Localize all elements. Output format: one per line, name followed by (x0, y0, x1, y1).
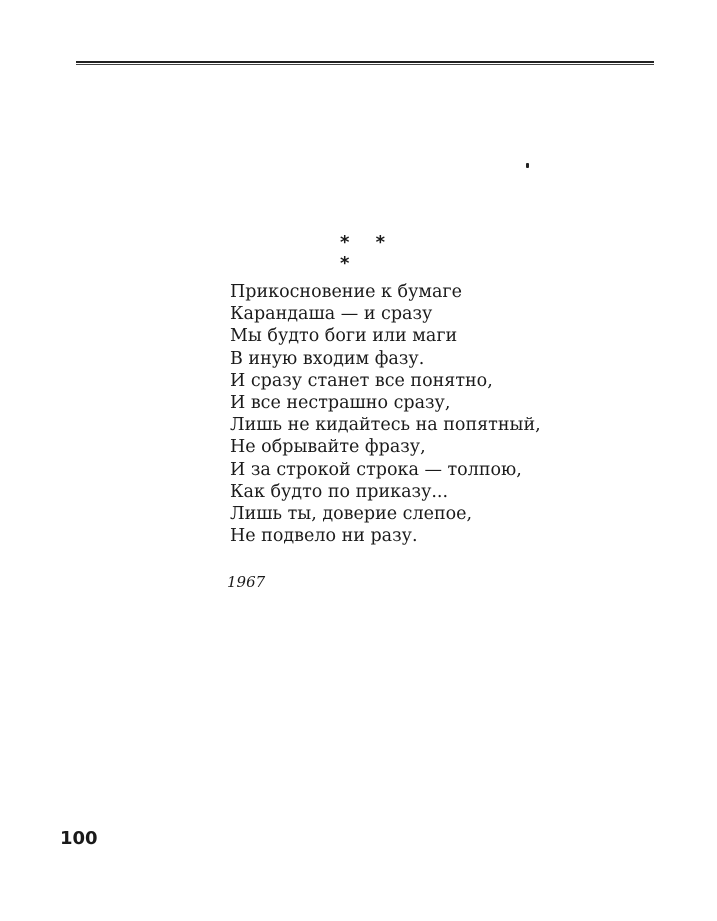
poem-date: 1967 (227, 573, 266, 591)
top-rule (76, 61, 654, 65)
poem-line: Не подвело ни разу. (230, 526, 418, 547)
poem-line: Карандаша — и сразу (230, 304, 433, 325)
poem-line: Как будто по приказу... (230, 481, 449, 502)
poem-line: И сразу станет все понятно, (230, 370, 493, 391)
poem-line: Прикосновение к бумаге (230, 282, 462, 302)
poem-line: Мы будто боги или маги (230, 326, 458, 347)
section-separator: * * * (340, 232, 396, 274)
page-number: 100 (60, 828, 98, 849)
poem-line: И все нестрашно сразу, (230, 393, 451, 414)
poem-line: Не обрывайте фразу, (230, 437, 426, 458)
poem-line: В иную входим фазу. (230, 348, 425, 369)
ink-speck (526, 163, 529, 168)
poem-line: Лишь не кидайтесь на попятный, (230, 415, 541, 436)
poem (230, 281, 650, 547)
poem-line: Лишь ты, доверие слепое, (230, 504, 473, 525)
poem-line: И за строкой строка — толпою, (230, 459, 522, 480)
